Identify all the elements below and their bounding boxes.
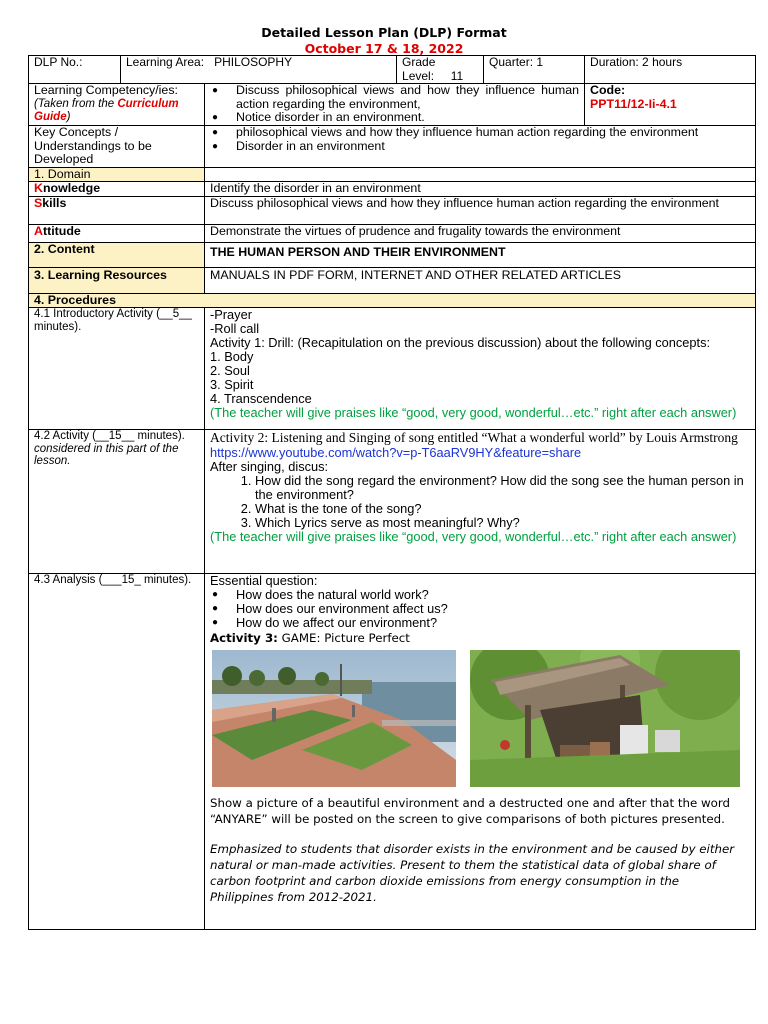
concept-item: 3. Spirit bbox=[210, 377, 254, 392]
activity-title: Activity 2: Listening and Singing of song entitled “What a wonderful world” by Louis Armstrong bbox=[210, 430, 738, 445]
code-value: PPT11/12-Ii-4.1 bbox=[590, 96, 677, 111]
list-item: ● How does our environment affect us? bbox=[236, 602, 750, 616]
attitude-label: Attitude bbox=[29, 224, 205, 242]
list-item: ● Disorder in an environment bbox=[236, 140, 750, 154]
list-item: ● How does the natural world work? bbox=[236, 588, 750, 602]
competency-items-cell bbox=[205, 84, 585, 126]
analysis-row bbox=[29, 574, 756, 930]
list-item: ● Notice disorder in an environment. bbox=[236, 111, 579, 125]
competency-label: Learning Competency/ies: bbox=[34, 83, 178, 97]
knowledge-row bbox=[29, 182, 756, 197]
lesson-date: October 17 & 18, 2022 bbox=[304, 41, 464, 56]
essential-question-heading: Essential question: bbox=[210, 573, 318, 588]
key-concepts-label: Key Concepts / Understandings to be Developed bbox=[29, 126, 205, 168]
grade-level: Grade Level: 11 bbox=[397, 56, 484, 84]
drill-line: Activity 1: Drill: (Recapitulation on the previous discussion) about the following concepts: bbox=[210, 335, 711, 350]
content-value: THE HUMAN PERSON AND THEIR ENVIRONMENT bbox=[205, 242, 756, 267]
skills-label: Skills bbox=[29, 196, 205, 224]
procedures-row bbox=[29, 293, 756, 308]
destructed-environment-photo bbox=[470, 650, 740, 787]
activity-label: 4.2 Activity (__15__ minutes). considered in this part of the lesson. bbox=[29, 430, 205, 574]
picture-instructions: Show a picture of a beautiful environment and a destructed one and after that the word “ANYARE” will be posted on the screen to give comparisons of both pictures presented. bbox=[210, 796, 730, 826]
damaged-shack-image bbox=[470, 650, 740, 787]
attitude-value: Demonstrate the virtues of prudence and frugality towards the environment bbox=[205, 224, 756, 242]
list-item: 1. How did the song regard the environment? How did the song see the human person in the environment? bbox=[255, 474, 750, 502]
teacher-praise-note: (The teacher will give praises like “good, very good, wonderful…etc.” right after each answer) bbox=[210, 528, 737, 544]
list-item: ● Discuss philosophical views and how they influence human action regarding the environment, bbox=[236, 84, 579, 111]
code-cell bbox=[585, 84, 756, 126]
concept-item: 4. Transcendence bbox=[210, 391, 312, 406]
teacher-praise-note: (The teacher will give praises like “good, very good, wonderful…etc.” right after each answer) bbox=[210, 405, 737, 420]
learning-area: Learning Area: PHILOSOPHY bbox=[121, 56, 397, 84]
procedures-heading: 4. Procedures bbox=[29, 293, 756, 308]
knowledge-label: Knowledge bbox=[29, 182, 205, 197]
key-concepts-row bbox=[29, 126, 756, 168]
promenade-image bbox=[212, 650, 456, 787]
activity-3-heading: Activity 3: GAME: Picture Perfect bbox=[210, 631, 410, 645]
content-label: 2. Content bbox=[29, 242, 205, 267]
introductory-row bbox=[29, 308, 756, 430]
key-concepts-items bbox=[205, 126, 756, 168]
skills-value: Discuss philosophical views and how they influence human action regarding the environment bbox=[205, 196, 756, 224]
attitude-row bbox=[29, 224, 756, 242]
resources-label: 3. Learning Resources bbox=[29, 267, 205, 293]
domain-heading: 1. Domain bbox=[29, 167, 205, 182]
competency-note: (Taken from the Curriculum Guide) bbox=[34, 97, 179, 123]
info-row bbox=[29, 56, 756, 84]
content-row bbox=[29, 242, 756, 267]
resources-value: MANUALS IN PDF FORM, INTERNET AND OTHER RELATED ARTICLES bbox=[205, 267, 756, 293]
concept-item: 2. Soul bbox=[210, 363, 250, 378]
picture-comparison bbox=[212, 650, 750, 787]
list-item: ● philosophical views and how they influence human action regarding the environment bbox=[236, 126, 750, 140]
dlp-no: DLP No.: bbox=[29, 56, 121, 84]
roll-call-line: -Roll call bbox=[210, 321, 260, 336]
introductory-content bbox=[205, 308, 756, 430]
analysis-label: 4.3 Analysis (___15_ minutes). bbox=[29, 574, 205, 930]
code-label: Code: bbox=[590, 83, 626, 97]
document-title: Detailed Lesson Plan (DLP) Format bbox=[261, 25, 507, 40]
list-item: 3. Which Lyrics serve as most meaningful? Why? bbox=[255, 516, 750, 530]
beautiful-environment-photo bbox=[212, 650, 456, 787]
skills-row bbox=[29, 196, 756, 224]
competency-label-cell bbox=[29, 84, 205, 126]
lesson-plan-table bbox=[28, 55, 756, 930]
competency-row bbox=[29, 84, 756, 126]
list-item: 2. What is the tone of the song? bbox=[255, 502, 750, 516]
concept-item: 1. Body bbox=[210, 349, 254, 364]
domain-row bbox=[29, 167, 756, 182]
song-link[interactable]: https://www.youtube.com/watch?v=p-T6aaRV9HY&feature=share bbox=[210, 444, 582, 460]
analysis-content bbox=[205, 574, 756, 930]
introductory-label: 4.1 Introductory Activity (__5__ minutes). bbox=[29, 308, 205, 430]
prayer-line: -Prayer bbox=[210, 307, 252, 322]
quarter: Quarter: 1 bbox=[484, 56, 585, 84]
emphasis-note: Emphasized to students that disorder exists in the environment and be caused by either natural or man-made activities. Present to them the statistical data of global share of carbon footprint and carbon dioxide emissions from energy consumption in the Philippines from 2012-2021. bbox=[210, 842, 735, 904]
empty-cell bbox=[205, 167, 756, 182]
list-item: ● How do we affect our environment? bbox=[236, 616, 750, 630]
duration: Duration: 2 hours bbox=[585, 56, 756, 84]
knowledge-value: Identify the disorder in an environment bbox=[205, 182, 756, 197]
activity-content bbox=[205, 430, 756, 574]
activity-row bbox=[29, 430, 756, 574]
after-singing: After singing, discus: bbox=[210, 458, 329, 474]
resources-row bbox=[29, 267, 756, 293]
